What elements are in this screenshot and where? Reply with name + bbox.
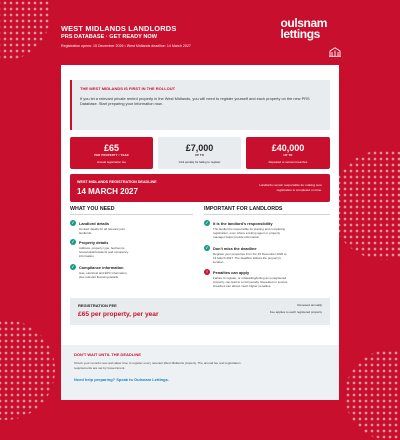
stat-value: £40,000: [271, 143, 305, 153]
item-body: Address, property type, bedrooms, households/residents and occupancy information.: [79, 245, 129, 259]
rollout-alert: [70, 80, 330, 130]
fee-note-renewal: Renewed annually: [297, 303, 322, 307]
stat-card-fee: [70, 137, 153, 169]
divider: [204, 214, 330, 215]
decorative-dot-pattern: [345, 350, 400, 440]
deadline-date: 14 MARCH 2027: [77, 187, 138, 196]
warning-icon: !: [204, 269, 210, 275]
stat-caption: Repeated or serious breaches: [268, 160, 308, 164]
check-circle-icon: ✓: [205, 220, 209, 225]
item-title: Landlord details: [79, 220, 110, 226]
deadline-banner: [70, 174, 330, 202]
deadline-label: WEST MIDLANDS REGISTRATION DEADLINE: [77, 180, 157, 184]
footer-body: Check your records now and allow time to register every relevant West Midlands property. The annual fee and registration requirements are set by Government.: [74, 361, 241, 370]
decorative-dot-pattern: [0, 0, 50, 60]
item-body: Contact details for all relevant joint landlords.: [79, 226, 125, 235]
key-dates: Registration opens: 15 December 2026 • West Midlands deadline: 14 March 2027: [61, 44, 191, 48]
check-circle-icon: ✓: [71, 264, 75, 269]
decorative-dot-pattern: [330, 150, 400, 260]
deadline-note: Landlords remain responsible for making sure registration is completed on time.: [259, 183, 322, 192]
what-you-need-heading: WHAT YOU NEED: [70, 206, 115, 212]
decorative-dot-pattern: [0, 320, 55, 420]
registration-fee-box: [70, 298, 330, 325]
item-body: Register your properties from the 15 December 2026 to 14 March 2027. The deadline follows the property's location.: [213, 251, 287, 265]
item-title: Penalties can apply: [213, 269, 250, 275]
fee-label: REGISTRATION FEE: [78, 303, 117, 308]
check-circle-icon: ✓: [71, 239, 75, 244]
page-title: WEST MIDLANDS LANDLORDS: [61, 24, 177, 33]
check-circle-icon: ✓: [71, 220, 75, 225]
footer-panel: [61, 345, 339, 400]
stat-card-civil-penalty: [158, 137, 241, 169]
logo-line-1: oulsnam: [280, 16, 327, 30]
stat-unit: UP TO: [194, 154, 205, 157]
house-icon: [329, 47, 341, 57]
page-subtitle: PRS DATABASE · GET READY NOW: [61, 34, 158, 40]
divider: [70, 214, 193, 215]
item-title: Compliance information: [79, 264, 124, 270]
stat-card-serious-breaches: [246, 137, 330, 169]
stat-caption: Annual registration fee: [97, 160, 126, 164]
info-sheet: [61, 65, 339, 400]
stat-value: £65: [103, 143, 120, 153]
page-header: [61, 14, 339, 64]
contact-cta-link[interactable]: Need help preparing? Speak to Oulsnam Lettings.: [74, 377, 169, 382]
stat-value: £7,000: [185, 143, 214, 153]
item-body: Failure to register, or misleading/letting an unregistered property, can lead to a civil penalty. Repeated or serious breaches can attract much higher penalties.: [213, 275, 288, 289]
item-body: The landlord is responsible for starting and completing registration, even where a letting agent or property manager helps provide information.: [213, 226, 286, 240]
logo-line-2: lettings: [280, 27, 320, 42]
check-circle-icon: ✓: [205, 245, 209, 250]
stat-unit: PER PROPERTY / YEAR: [94, 154, 129, 157]
alert-title: THE WEST MIDLANDS IS FIRST IN THE ROLLOUT: [80, 86, 176, 91]
alert-body: If you let a relevant private rented property in the West Midlands, you will need to register yourself and each property on the new PRS Database. Start preparing your information now.: [80, 96, 310, 107]
fee-value: £65 per property, per year: [78, 311, 159, 318]
stat-caption: Civil penalty for failing to register: [178, 160, 221, 164]
item-title: Don't miss the deadline: [213, 245, 257, 251]
oulsnam-lettings-logo: [280, 18, 327, 41]
stat-unit: UP TO: [283, 154, 293, 157]
footer-title: DON'T WAIT UNTIL THE DEADLINE: [74, 352, 141, 357]
fee-note-per-property: Fee applies to each registered property: [269, 310, 322, 314]
important-heading: IMPORTANT FOR LANDLORDS: [204, 206, 283, 212]
item-title: Property details: [79, 239, 109, 245]
item-title: It is the landlord's responsibility: [213, 220, 273, 226]
item-body: Gas, electrical and EPC information, plus relevant licensing details.: [79, 270, 128, 279]
